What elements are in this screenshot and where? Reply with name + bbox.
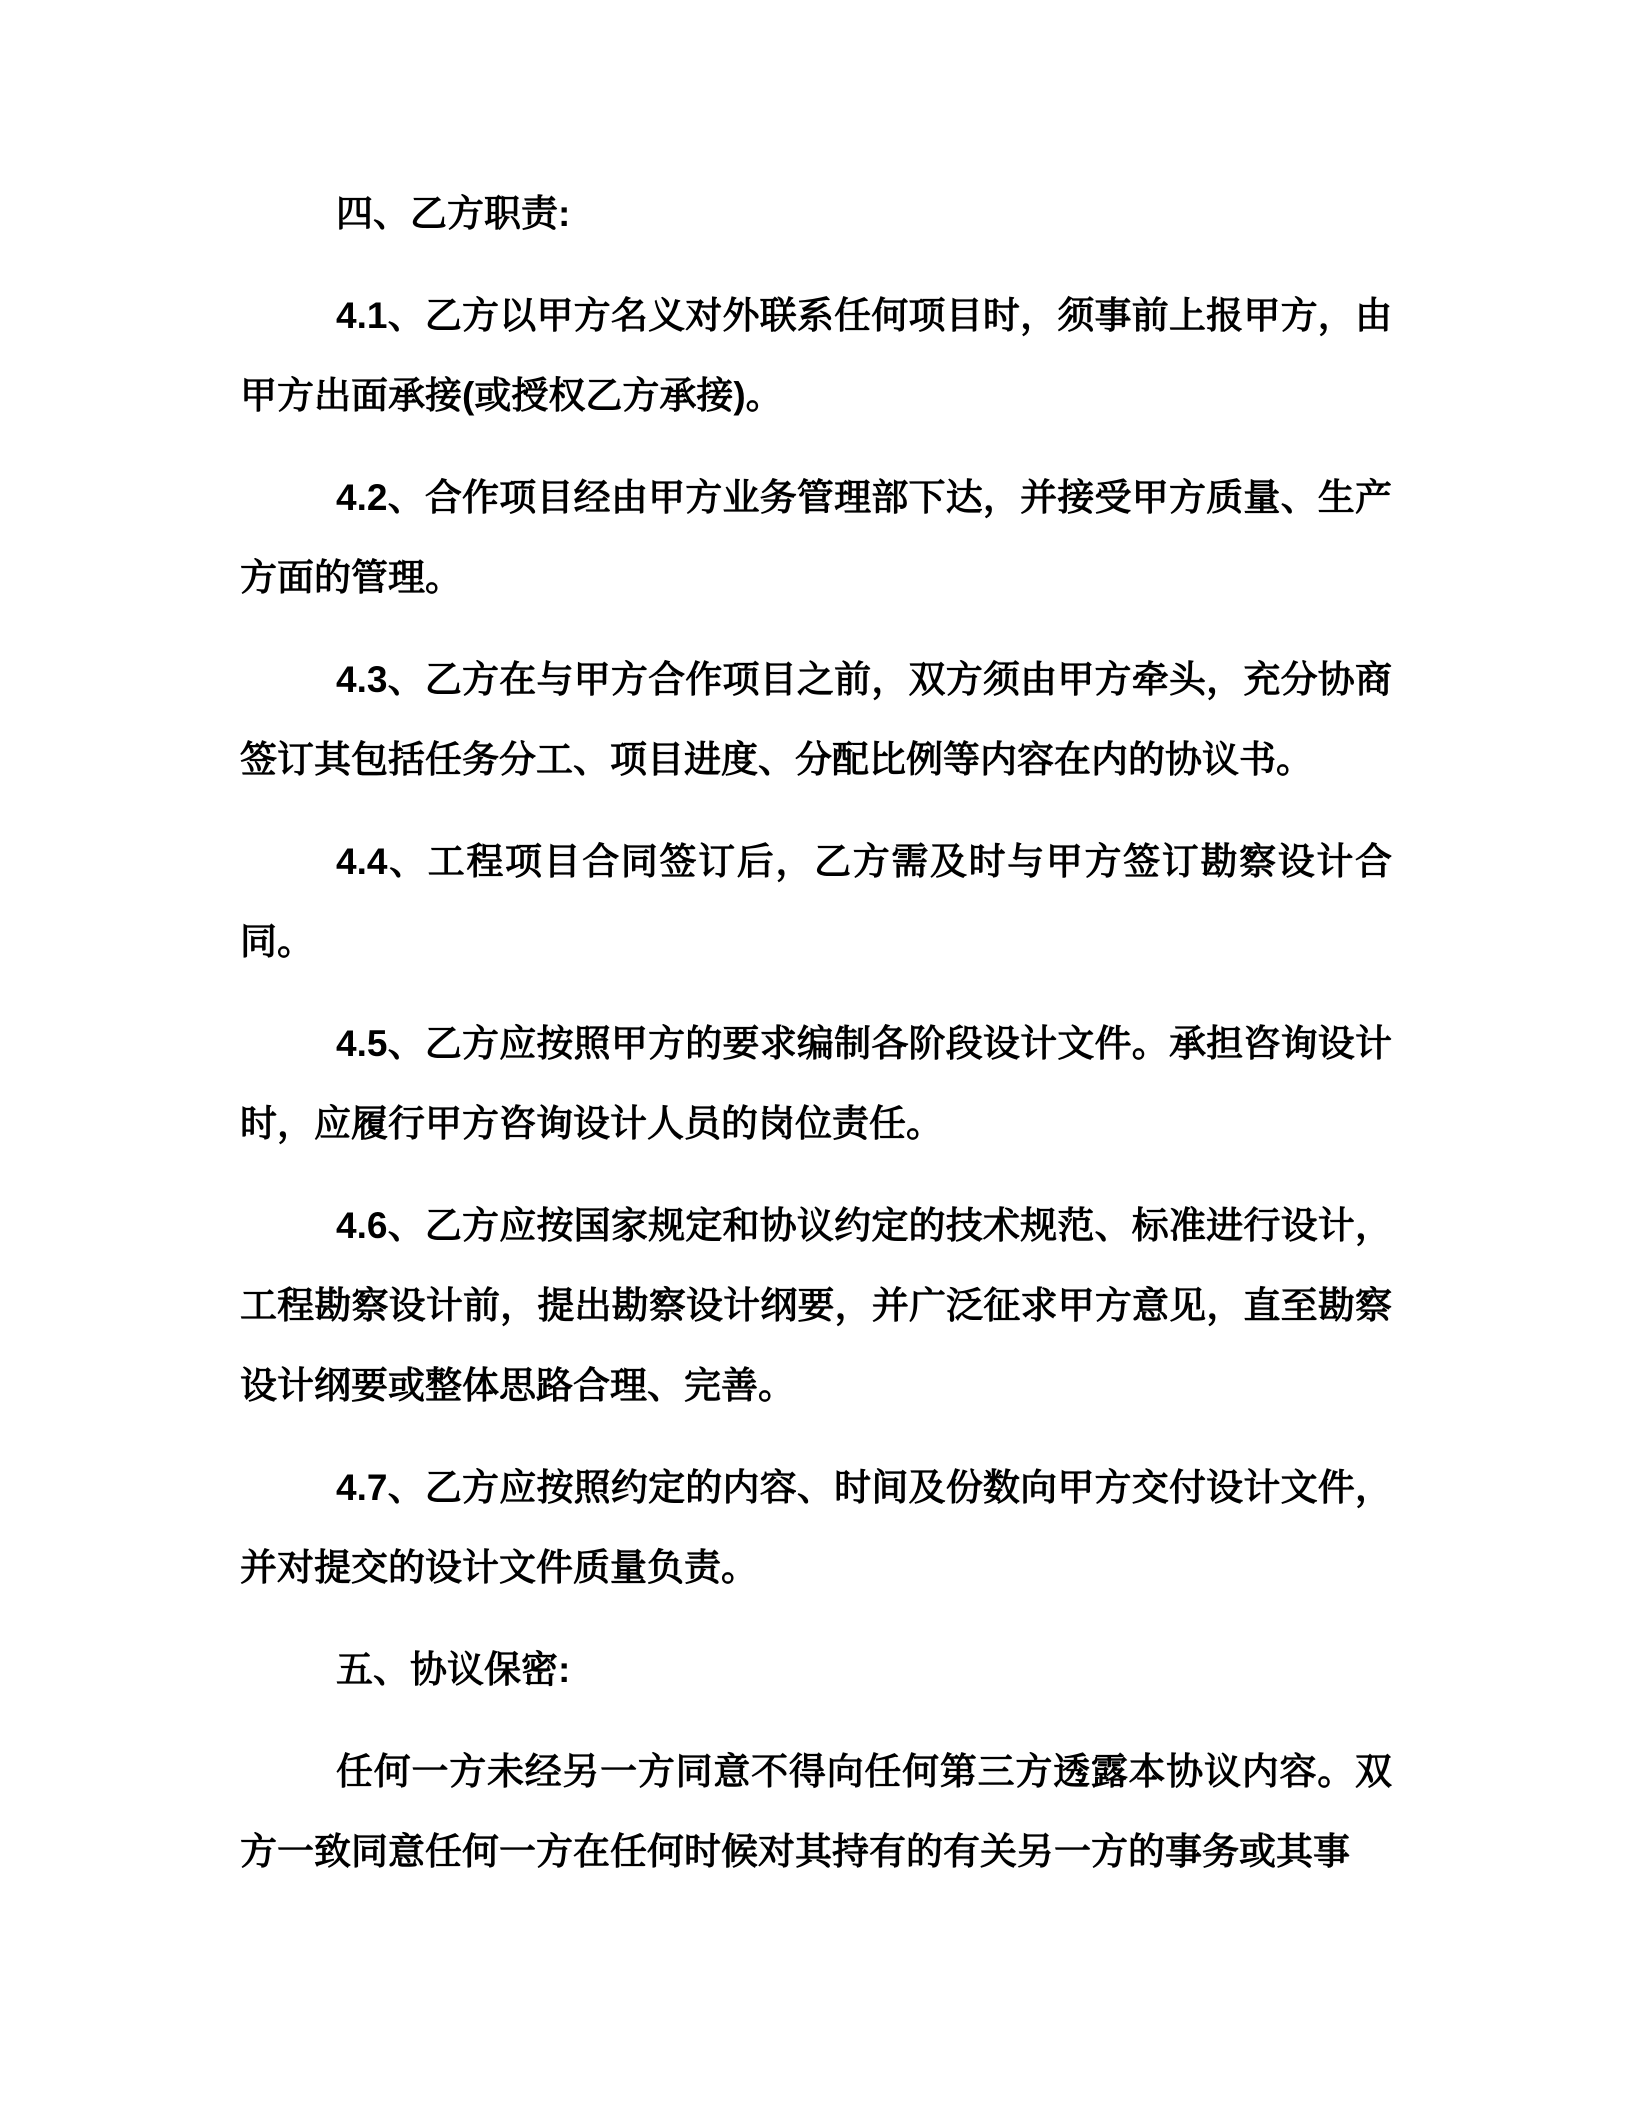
clause-4-4: 4.4、工程项目合同签订后，乙方需及时与甲方签订勘察设计合同。 (240, 841, 1392, 962)
clause-4-5: 4.5、乙方应按照甲方的要求编制各阶段设计文件。承担咨询设计时，应履行甲方咨询设计人员的岗位责任。 (240, 1023, 1392, 1144)
clause-4-2: 4.2、合作项目经由甲方业务管理部下达，并接受甲方质量、生产方面的管理。 (240, 477, 1392, 598)
clause-4-6: 4.6、乙方应按国家规定和协议约定的技术规范、标准进行设计，工程勘察设计前，提出勘察设计纲要，并广泛征求甲方意见，直至勘察设计纲要或整体思路合理、完善。 (240, 1205, 1392, 1406)
clause-4-3: 4.3、乙方在与甲方合作项目之前，双方须由甲方牵头，充分协商签订其包括任务分工、项目进度、分配比例等内容在内的协议书。 (240, 659, 1392, 780)
clause-4-7: 4.7、乙方应按照约定的内容、时间及份数向甲方交付设计文件，并对提交的设计文件质量负责。 (240, 1467, 1392, 1588)
section-heading-party-b-duties: 四、乙方职责: (336, 193, 571, 234)
section-heading-confidentiality: 五、协议保密: (336, 1649, 571, 1690)
confidentiality-body: 任何一方未经另一方同意不得向任何第三方透露本协议内容。双方一致同意任何一方在任何时候对其持有的有关另一方的事务或其事 (240, 1751, 1392, 1872)
clause-4-1: 4.1、乙方以甲方名义对外联系任何项目时，须事前上报甲方，由甲方出面承接(或授权乙方承接)。 (240, 295, 1392, 416)
